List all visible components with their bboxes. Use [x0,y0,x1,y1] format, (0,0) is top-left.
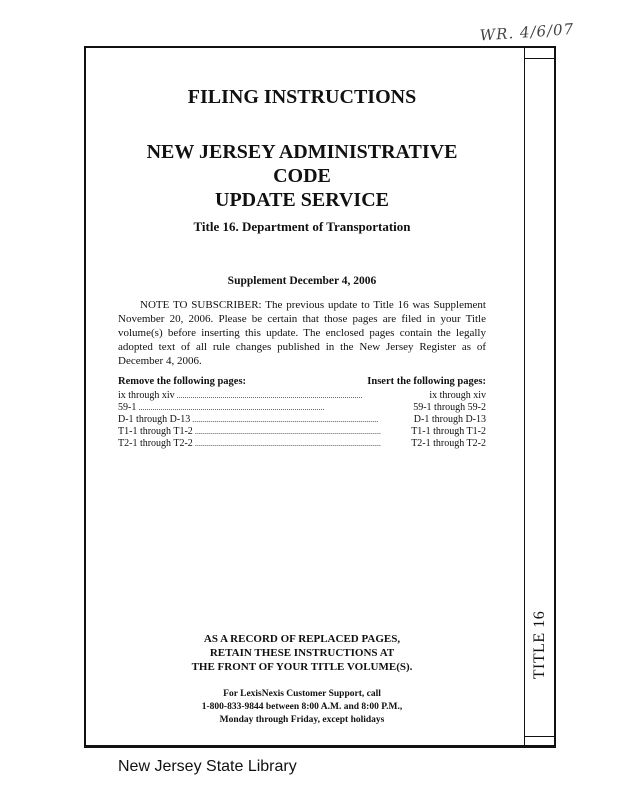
dot-leader [177,390,428,402]
dot-leader [195,426,409,438]
remove-cell: D-1 through D-13 [118,414,191,425]
remove-cell: T1-1 through T1-2 [118,426,193,437]
table-row [118,438,486,450]
dot-leader [195,438,409,450]
table-row [118,402,486,414]
library-footer: New Jersey State Library [118,758,297,775]
support-line1: For LexisNexis Customer Support, call [223,689,381,699]
code-title-line1: NEW JERSEY ADMINISTRATIVE CODE [146,141,458,187]
remove-cell: ix through xiv [118,390,175,401]
table-row [118,390,486,402]
tab-notch-bottom [524,736,556,737]
spine-label: TITLE 16 [531,610,549,680]
dot-leader [138,402,411,414]
insert-cell: T2-1 through T2-2 [411,438,486,449]
handwritten-annotation: WR. 4/6/07 [479,19,575,45]
pages-table [118,376,486,450]
dot-leader [192,414,412,426]
table-row [118,414,486,426]
pages-table-header [118,376,486,390]
record-line2: RETAIN THESE INSTRUCTIONS AT [209,647,395,659]
insert-cell: D-1 through D-13 [413,414,486,425]
insert-header: Insert the following pages: [367,376,486,387]
support-line3: Monday through Friday, except holidays [219,715,385,725]
record-notice [118,632,486,674]
table-row [118,426,486,438]
record-line3: THE FRONT OF YOUR TITLE VOLUME(S). [191,661,413,673]
insert-cell: 59-1 through 59-2 [413,402,486,413]
spine-tab [524,600,556,690]
remove-header: Remove the following pages: [118,376,247,387]
insert-cell: T1-1 through T1-2 [411,426,486,437]
support-info [118,688,486,727]
code-title [118,140,486,212]
code-title-line2: UPDATE SERVICE [215,189,389,211]
supplement-date: Supplement December 4, 2006 [227,275,377,287]
record-line1: AS A RECORD OF REPLACED PAGES, [203,633,401,645]
remove-cell: 59-1 [118,402,137,413]
page-title: FILING INSTRUCTIONS [187,86,417,108]
support-line2: 1-800-833-9844 between 8:00 A.M. and 8:00 P.M., [201,702,403,712]
remove-cell: T2-1 through T2-2 [118,438,193,449]
title-subject: Title 16. Department of Transportation [193,219,411,234]
tab-notch-top [524,58,556,59]
subscriber-note: NOTE TO SUBSCRIBER: The previous update to Title 16 was Supplement November 20, 2006. Please be certain that those pages are filed in your Title volume(s) before inserting this update. The enclosed pages contain the legally adopted text of all rule changes published in the New Jersey Register as of December 4, 2006. [118,299,486,367]
insert-cell: ix through xiv [429,390,486,401]
